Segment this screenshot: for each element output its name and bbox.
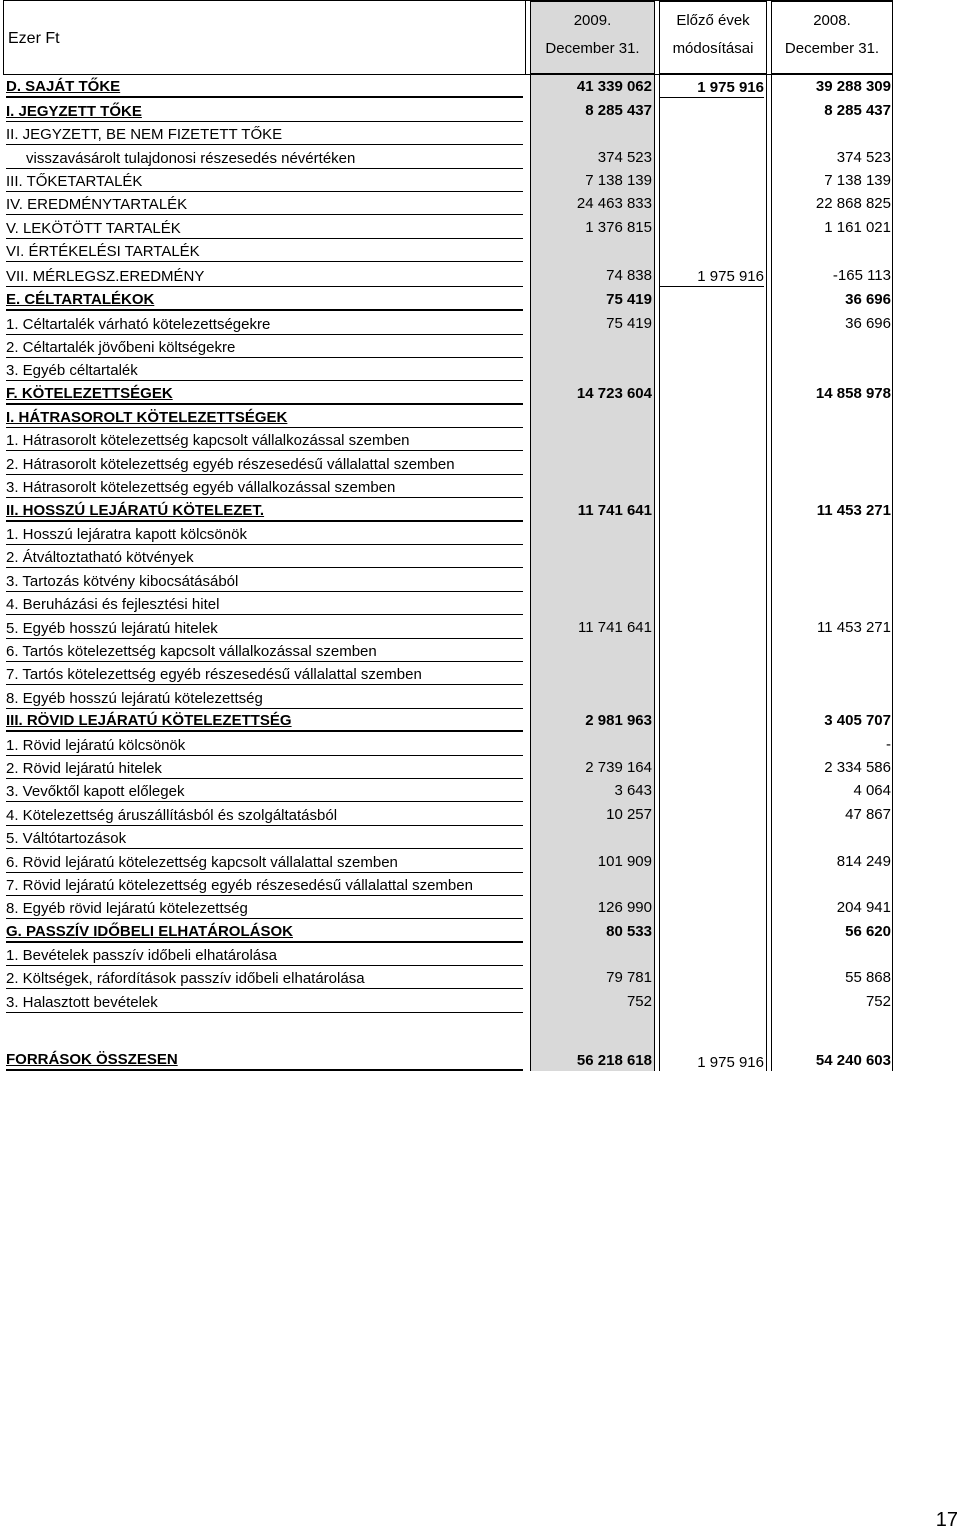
row-label: 8. Egyéb hosszú lejáratú kötelezettség xyxy=(6,690,523,709)
header-col-2008 xyxy=(771,1,893,74)
table-row xyxy=(3,262,893,287)
table-row xyxy=(3,545,893,568)
row-value-adjustments: 1 975 916 xyxy=(659,79,764,98)
row-value-2008: -165 113 xyxy=(832,266,891,284)
row-label: 2. Átváltoztatható kötvények xyxy=(6,549,523,568)
row-value-2008: 55 868 xyxy=(845,969,891,987)
table-row xyxy=(3,335,893,358)
row-label: F. KÖTELEZETTSÉGEK xyxy=(6,385,523,405)
row-value-2008: 2 334 586 xyxy=(824,758,891,776)
row-label: 3. Vevőktől kapott előlegek xyxy=(6,783,523,802)
row-value-2008: 11 453 271 xyxy=(817,618,891,636)
row-value-2008: 14 858 978 xyxy=(815,384,891,402)
row-value-2009: 10 257 xyxy=(606,805,652,823)
table-body xyxy=(3,75,893,1013)
header-col-adjustments-line1: Előző évek xyxy=(676,12,750,29)
header-col-2008-year: 2008. xyxy=(813,12,851,29)
table-row xyxy=(3,896,893,919)
table-row xyxy=(3,732,893,755)
table-row xyxy=(3,989,893,1012)
row-label: IV. EREDMÉNYTARTALÉK xyxy=(6,196,523,215)
total-row xyxy=(3,1046,893,1071)
table-row xyxy=(3,639,893,662)
table-row xyxy=(3,381,893,404)
row-value-2009: 2 739 164 xyxy=(585,758,652,776)
table-row xyxy=(3,287,893,312)
header-col-2009-year: 2009. xyxy=(573,12,612,29)
table-row xyxy=(3,966,893,989)
row-value-2008: 22 868 825 xyxy=(815,195,891,213)
row-label: III. TŐKETARTALÉK xyxy=(6,173,523,192)
row-value-2008: 204 941 xyxy=(836,899,891,917)
row-label: 1. Céltartalék várható kötelezettségekre xyxy=(6,316,523,335)
table-header xyxy=(3,0,893,75)
row-label: VII. MÉRLEGSZ.EREDMÉNY xyxy=(6,268,523,287)
row-value-2008: 4 064 xyxy=(853,782,891,800)
table-row xyxy=(3,919,893,942)
row-value-2008: 374 523 xyxy=(836,148,891,166)
header-col-2008-date: December 31. xyxy=(784,40,880,57)
row-value-2008: 7 138 139 xyxy=(824,171,891,189)
row-value-2008: - xyxy=(886,735,891,753)
table-row xyxy=(3,873,893,896)
row-label: 4. Beruházási és fejlesztési hitel xyxy=(6,596,523,615)
row-value-2009: 74 838 xyxy=(606,266,652,284)
row-value-2008: 47 867 xyxy=(845,805,891,823)
total-value-adjustments: 1 975 916 xyxy=(697,1054,764,1071)
row-value-2008: 752 xyxy=(865,992,891,1010)
table-row xyxy=(3,662,893,685)
table-row xyxy=(3,192,893,215)
header-col-adjustments-line2: módosításai xyxy=(672,40,754,57)
row-label: 3. Tartozás kötvény kibocsátásából xyxy=(6,573,523,592)
row-label: 2. Költségek, ráfordítások passzív időbeli elhatárolása xyxy=(6,970,523,989)
row-value-2008: 36 696 xyxy=(845,291,891,309)
row-label: D. SAJÁT TŐKE xyxy=(6,78,523,98)
table-row xyxy=(3,498,893,521)
header-unit-cell xyxy=(3,1,526,74)
row-label: 7. Rövid lejáratú kötelezettség egyéb részesedésű vállalattal szemben xyxy=(6,877,523,896)
table-row xyxy=(3,405,893,428)
row-label: II. HOSSZÚ LEJÁRATÚ KÖTELEZET. xyxy=(6,502,523,522)
row-label: 1. Bevételek passzív időbeli elhatárolása xyxy=(6,947,523,966)
row-value-2009: 3 643 xyxy=(614,782,652,800)
header-col-2009 xyxy=(530,1,655,74)
row-label: 2. Rövid lejáratú hitelek xyxy=(6,760,523,779)
row-value-adjustments: 1 975 916 xyxy=(659,268,764,287)
table-row xyxy=(3,145,893,168)
table-row xyxy=(3,451,893,474)
table-row xyxy=(3,779,893,802)
row-value-2009: 41 339 062 xyxy=(576,78,652,96)
row-label: 6. Rövid lejáratú kötelezettség kapcsolt vállalattal szemben xyxy=(6,854,523,873)
table-row xyxy=(3,802,893,825)
table-row xyxy=(3,475,893,498)
balance-sheet xyxy=(3,0,893,1071)
row-label: 1. Hosszú lejáratra kapott kölcsönök xyxy=(6,526,523,545)
row-value-2008: 56 620 xyxy=(845,922,891,940)
table-row xyxy=(3,709,893,732)
table-row xyxy=(3,311,893,334)
row-value-2009: 374 523 xyxy=(597,148,652,166)
table-row xyxy=(3,849,893,872)
table-row xyxy=(3,592,893,615)
row-label: 2. Hátrasorolt kötelezettség egyéb részesedésű vállalattal szemben xyxy=(6,456,523,475)
table-row xyxy=(3,215,893,238)
table-row xyxy=(3,428,893,451)
row-value-2009: 101 909 xyxy=(597,852,652,870)
header-col-2009-date: December 31. xyxy=(545,40,640,57)
row-label: 3. Halasztott bevételek xyxy=(6,994,523,1013)
table-row xyxy=(3,756,893,779)
row-value-2009: 24 463 833 xyxy=(576,195,652,213)
row-label: II. JEGYZETT, BE NEM FIZETETT TŐKE xyxy=(6,126,523,145)
table-row xyxy=(3,522,893,545)
row-label: E. CÉLTARTALÉKOK xyxy=(6,291,523,311)
row-value-2008: 3 405 707 xyxy=(824,712,891,730)
row-label: 5. Váltótartozások xyxy=(6,830,523,849)
row-label: G. PASSZÍV IDŐBELI ELHATÁROLÁSOK xyxy=(6,923,523,943)
table-row xyxy=(3,122,893,145)
row-label: 8. Egyéb rövid lejáratú kötelezettség xyxy=(6,900,523,919)
table-row xyxy=(3,685,893,708)
row-value-2009: 75 419 xyxy=(606,291,652,309)
total-label: FORRÁSOK ÖSSZESEN xyxy=(6,1051,523,1071)
row-label: 7. Tartós kötelezettség egyéb részesedésű vállalattal szemben xyxy=(6,666,523,685)
table-row xyxy=(3,98,893,121)
row-value-2009: 11 741 641 xyxy=(578,618,652,636)
header-col-adjustments xyxy=(659,1,767,74)
row-label: I. JEGYZETT TŐKE xyxy=(6,103,523,122)
row-value-2009: 11 741 641 xyxy=(577,501,652,519)
row-label: 3. Egyéb céltartalék xyxy=(6,362,523,381)
row-label: 1. Rövid lejáratú kölcsönök xyxy=(6,737,523,756)
row-value-2009: 14 723 604 xyxy=(576,384,652,402)
table-row xyxy=(3,169,893,192)
table-row xyxy=(3,568,893,591)
table-row xyxy=(3,75,893,98)
table-row xyxy=(3,615,893,638)
row-label: 1. Hátrasorolt kötelezettség kapcsolt vállalkozással szemben xyxy=(6,432,523,451)
row-value-2009: 7 138 139 xyxy=(585,171,652,189)
row-value-2008: 8 285 437 xyxy=(824,101,891,119)
row-label: 5. Egyéb hosszú lejáratú hitelek xyxy=(6,620,523,639)
row-label: 4. Kötelezettség áruszállításból és szolgáltatásból xyxy=(6,807,523,826)
row-value-2008: 36 696 xyxy=(845,314,891,332)
row-value-2008: 1 161 021 xyxy=(824,218,891,236)
row-value-2008: 11 453 271 xyxy=(816,501,891,519)
row-value-2009: 2 981 963 xyxy=(585,712,652,730)
unit-label: Ezer Ft xyxy=(8,30,60,47)
row-value-2009: 80 533 xyxy=(606,922,652,940)
row-value-2009: 1 376 815 xyxy=(585,218,652,236)
row-label: 3. Hátrasorolt kötelezettség egyéb vállalkozással szemben xyxy=(6,479,523,498)
table-row xyxy=(3,358,893,381)
row-value-2009: 126 990 xyxy=(597,899,652,917)
row-value-2008: 814 249 xyxy=(836,852,891,870)
row-label: III. RÖVID LEJÁRATÚ KÖTELEZETTSÉG xyxy=(6,712,523,732)
row-value-2009: 8 285 437 xyxy=(585,101,652,119)
row-value-2009: 752 xyxy=(626,992,652,1010)
row-label: visszavásárolt tulajdonosi részesedés névértéken xyxy=(6,150,523,169)
total-value-2009: 56 218 618 xyxy=(576,1052,652,1069)
table-row xyxy=(3,943,893,966)
row-label: VI. ÉRTÉKELÉSI TARTALÉK xyxy=(6,243,523,262)
row-label: 2. Céltartalék jövőbeni költségekre xyxy=(6,339,523,358)
table-row xyxy=(3,826,893,849)
row-label: I. HÁTRASOROLT KÖTELEZETTSÉGEK xyxy=(6,409,523,428)
row-label: 6. Tartós kötelezettség kapcsolt vállalkozással szemben xyxy=(6,643,523,662)
total-value-2008: 54 240 603 xyxy=(815,1052,891,1069)
row-value-2009: 79 781 xyxy=(606,969,652,987)
row-value-2009: 75 419 xyxy=(606,314,652,332)
row-label: V. LEKÖTÖTT TARTALÉK xyxy=(6,220,523,239)
row-value-2008: 39 288 309 xyxy=(815,78,891,96)
page-number: 17 xyxy=(935,1509,958,1531)
table-row xyxy=(3,239,893,262)
